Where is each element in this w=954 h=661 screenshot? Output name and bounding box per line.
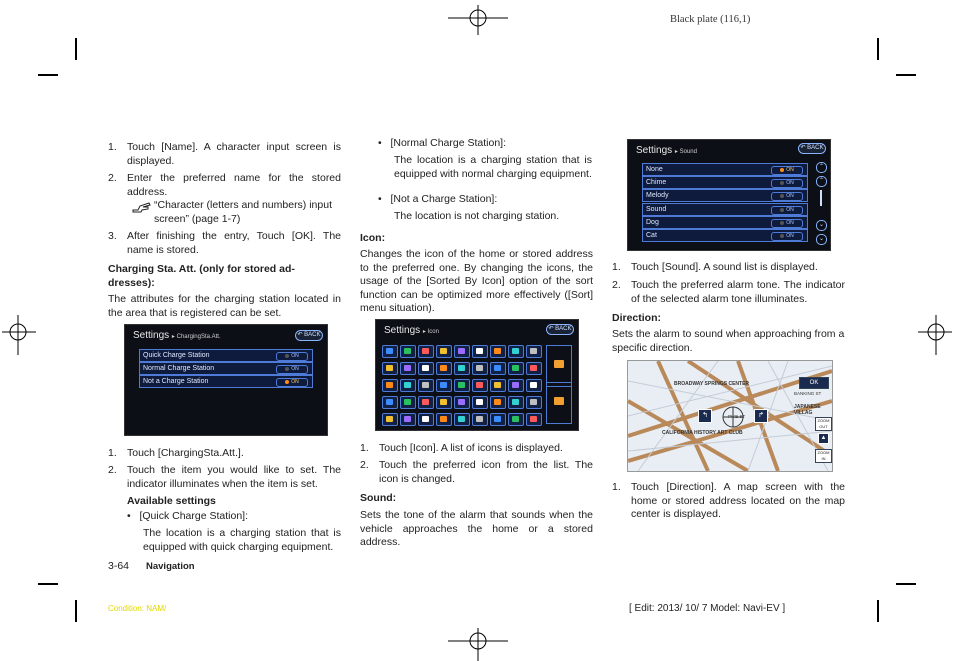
place-icon-button[interactable] (418, 345, 434, 358)
step-number: 1. (612, 481, 621, 493)
step-text: Touch [Name]. A character input screen is displayed. (127, 141, 341, 167)
folder-icon (554, 397, 564, 405)
place-icon-button[interactable] (526, 379, 542, 392)
place-icon (476, 365, 483, 371)
place-icon (386, 416, 393, 422)
crop-mark (38, 583, 58, 585)
place-icon-button[interactable] (418, 413, 434, 426)
place-icon (494, 348, 501, 354)
step-number: 2. (108, 464, 117, 476)
place-icon (494, 365, 501, 371)
step-number: 1. (612, 261, 621, 273)
place-icon (494, 416, 501, 422)
map-label: BANKING ST (794, 391, 822, 396)
place-icon-button[interactable] (526, 413, 542, 426)
back-button[interactable]: ↶ BACK (295, 330, 323, 341)
step-text: Touch [Sound]. A sound list is displayed. (631, 261, 818, 273)
place-icon (512, 416, 519, 422)
place-icon-button[interactable] (436, 345, 452, 358)
setting-row[interactable]: Normal Charge Station ON (139, 362, 313, 375)
place-icon-button[interactable] (472, 362, 488, 375)
place-icon (440, 382, 447, 388)
place-icon-button[interactable] (526, 345, 542, 358)
place-icon-button[interactable] (400, 345, 416, 358)
step-text: Enter the preferred name for the stored address. (127, 172, 341, 198)
place-icon-button[interactable] (490, 345, 506, 358)
place-icon-button[interactable] (418, 379, 434, 392)
place-icon-button[interactable] (418, 362, 434, 375)
crop-mark (877, 600, 879, 622)
place-icon-button[interactable] (508, 362, 524, 375)
setting-row[interactable]: Chime ON (642, 176, 808, 189)
place-icon (386, 382, 393, 388)
map-label: JAPANESE VILLAG (794, 404, 821, 416)
step-number: 1. (108, 141, 117, 153)
place-icon (386, 399, 393, 405)
place-icon-button[interactable] (400, 362, 416, 375)
indicator: ON (771, 206, 803, 215)
registration-mark (2, 315, 36, 355)
setting-row[interactable]: Quick Charge Station ON (139, 349, 313, 362)
rotate-left-icon[interactable]: ↰ (698, 409, 712, 423)
place-icon (512, 399, 519, 405)
place-icon-button[interactable] (490, 379, 506, 392)
section-description: Changes the icon of the home or stored address to the preferred one. By changing the icons, the usage of the [Sorted By Icon] option of the sort function can be optimized more effectively ([Sort] menu situation). (360, 248, 593, 315)
place-icon-button[interactable] (454, 345, 470, 358)
step-text: After finishing the entry, Touch [OK]. The name is stored. (127, 230, 341, 256)
place-icon (512, 348, 519, 354)
scroll-down-icon[interactable]: ⌄ (816, 234, 827, 245)
section-description: Sets the tone of the alarm that sounds when the vehicle approaches the home or a stored address. (360, 509, 593, 549)
registration-mark (448, 5, 508, 35)
place-icon-button[interactable] (382, 413, 398, 426)
sound-settings-screen (627, 139, 831, 251)
back-button[interactable]: ↶ BACK (798, 143, 826, 154)
place-icon (512, 382, 519, 388)
step-text: Touch [Direction]. A map screen with the home or stored address located on the map center is displayed. (631, 481, 845, 521)
ok-button[interactable]: OK (799, 377, 829, 389)
place-icon (458, 416, 465, 422)
step-number: 1. (360, 442, 369, 454)
scrollbar[interactable] (820, 190, 822, 206)
section-name: Navigation (146, 561, 195, 572)
place-icon-button[interactable] (436, 396, 452, 409)
section-heading: Charging Sta. Att. (only for stored ad- dresses): (108, 263, 295, 289)
place-icon-button[interactable] (472, 413, 488, 426)
place-icon (404, 416, 411, 422)
registration-mark (448, 628, 508, 661)
page-number: 3-64 (108, 560, 130, 572)
place-icon (476, 382, 483, 388)
section-intro: The attributes for the charging station located in the area that is registered can be set. (108, 293, 341, 319)
place-icon (422, 382, 429, 388)
scroll-up-icon[interactable]: ⌃ (816, 176, 827, 187)
bullet-item: • [Normal Charge Station]: (378, 137, 506, 149)
cross-reference[interactable]: “Character (letters and numbers) input screen” (page 1-7) (154, 199, 332, 225)
place-icon (404, 382, 411, 388)
place-icon (440, 399, 447, 405)
place-icon (440, 348, 447, 354)
place-icon-button[interactable] (472, 396, 488, 409)
map-label: PIKE ST (728, 414, 746, 419)
folder-icon (554, 360, 564, 368)
indicator: ON (276, 378, 308, 387)
registration-mark (918, 315, 952, 355)
place-icon (530, 365, 537, 371)
place-icon (476, 399, 483, 405)
screen-title: Settings ▸ Sound (636, 145, 697, 156)
screen-title: Settings ▸ ChargingSta.Att. (133, 330, 221, 341)
bullet-description: The location is not charging station. (394, 210, 560, 222)
place-icon (422, 416, 429, 422)
place-icon-button[interactable] (382, 396, 398, 409)
place-icon (530, 382, 537, 388)
section-heading: Sound: (360, 492, 397, 504)
bullet-item: • [Quick Charge Station]: (127, 510, 248, 522)
indicator: ON (771, 219, 803, 228)
indicator: ON (276, 352, 308, 361)
place-icon-button[interactable] (490, 413, 506, 426)
step-text: Touch the preferred icon from the list. The icon is changed. (379, 459, 593, 485)
scroll-down-panel[interactable] (546, 382, 572, 424)
place-icon-button[interactable] (454, 379, 470, 392)
place-icon-button[interactable] (400, 413, 416, 426)
place-icon (494, 382, 501, 388)
step-number: 2. (612, 279, 621, 291)
place-icon-button[interactable] (436, 413, 452, 426)
place-icon (476, 348, 483, 354)
place-icon (404, 399, 411, 405)
setting-row[interactable]: Not a Charge Station ON (139, 375, 313, 388)
place-icon-button[interactable] (490, 362, 506, 375)
place-icon-button[interactable] (454, 362, 470, 375)
reference-hand-icon (132, 200, 152, 214)
scroll-down-icon[interactable]: ⌄ (816, 220, 827, 231)
place-icon-button[interactable] (436, 379, 452, 392)
crop-mark (896, 74, 916, 76)
crop-mark (75, 600, 77, 622)
bullet-description: The location is a charging station that is equipped with normal charging equipment. (394, 154, 592, 180)
place-icon (458, 348, 465, 354)
crop-mark (877, 38, 879, 60)
place-icon (494, 399, 501, 405)
place-icon (458, 399, 465, 405)
place-icon-button[interactable] (382, 379, 398, 392)
scroll-up-panel[interactable] (546, 345, 572, 387)
step-number: 2. (108, 172, 117, 184)
place-icon (530, 399, 537, 405)
setting-row[interactable]: Sound ON (642, 203, 808, 216)
indicator: ON (276, 365, 308, 374)
place-icon (440, 416, 447, 422)
section-heading: Direction: (612, 312, 662, 324)
place-icon (440, 365, 447, 371)
back-button[interactable]: ↶ BACK (546, 324, 574, 335)
place-icon (404, 365, 411, 371)
crop-mark (896, 583, 916, 585)
place-icon (422, 365, 429, 371)
step-number: 3. (108, 230, 117, 242)
icon-settings-screen (375, 319, 579, 431)
place-icon-button[interactable] (418, 396, 434, 409)
place-icon (530, 416, 537, 422)
zoom-in-button[interactable]: ZOOM IN (815, 449, 832, 463)
place-icon-button[interactable] (508, 379, 524, 392)
step-text: Touch the preferred alarm tone. The indicator of the selected alarm tone illuminates. (631, 279, 845, 305)
place-icon (458, 365, 465, 371)
place-icon-button[interactable] (508, 396, 524, 409)
place-icon-button[interactable] (400, 379, 416, 392)
rotate-right-icon[interactable]: ↱ (754, 409, 768, 423)
compass-icon[interactable]: ▲ (818, 433, 829, 444)
place-icon-button[interactable] (454, 413, 470, 426)
crop-mark (75, 38, 77, 60)
place-icon-button[interactable] (454, 396, 470, 409)
section-description: Sets the alarm to sound when approaching from a specific direction. (612, 328, 845, 354)
direction-map-screen[interactable] (627, 360, 833, 472)
step-text: Touch [Icon]. A list of icons is displayed. (379, 442, 563, 454)
place-icon-button[interactable] (382, 345, 398, 358)
step-text: Touch the item you would like to set. The indicator illuminates when the item is set. (127, 464, 341, 490)
place-icon-button[interactable] (472, 379, 488, 392)
setting-row[interactable]: None ON (642, 163, 808, 176)
bullet-item: • [Not a Charge Station]: (378, 193, 498, 205)
place-icon (404, 348, 411, 354)
bullet-description: The location is a charging station that is equipped with quick charging equipment. (143, 527, 341, 553)
place-icon-button[interactable] (400, 396, 416, 409)
place-icon-button[interactable] (382, 362, 398, 375)
place-icon-button[interactable] (472, 345, 488, 358)
place-icon-button[interactable] (508, 413, 524, 426)
indicator: ON (771, 232, 803, 241)
indicator: ON (771, 166, 803, 175)
place-icon (422, 399, 429, 405)
step-text: Touch [ChargingSta.Att.]. (127, 447, 244, 459)
place-icon-button[interactable] (508, 345, 524, 358)
place-icon (476, 416, 483, 422)
place-icon-button[interactable] (526, 396, 542, 409)
plate-label: Black plate (116,1) (670, 14, 751, 25)
setting-row[interactable]: Melody ON (642, 189, 808, 202)
charging-settings-screen (124, 324, 328, 436)
step-number: 2. (360, 459, 369, 471)
screen-title: Settings ▸ Icon (384, 325, 439, 336)
map-label: BROADWAY SPRINGS CENTER (674, 381, 750, 387)
place-icon (512, 365, 519, 371)
place-icon (530, 348, 537, 354)
place-icon (422, 348, 429, 354)
setting-row[interactable]: Cat ON (642, 229, 808, 242)
place-icon-button[interactable] (526, 362, 542, 375)
place-icon (458, 382, 465, 388)
section-heading: Icon: (360, 232, 386, 244)
place-icon (386, 348, 393, 354)
crop-mark (38, 74, 58, 76)
step-number: 1. (108, 447, 117, 459)
indicator: ON (771, 192, 803, 201)
edit-info: [ Edit: 2013/ 10/ 7 Model: Navi-EV ] (629, 603, 786, 614)
scroll-up-icon[interactable]: ⌃ (816, 162, 827, 173)
subheading: Available settings (127, 495, 216, 507)
setting-row[interactable]: Dog ON (642, 216, 808, 229)
zoom-out-button[interactable]: ZOOM OUT (815, 417, 832, 431)
place-icon (386, 365, 393, 371)
place-icon-button[interactable] (490, 396, 506, 409)
condition-label: Condition: NAM/ (108, 604, 167, 613)
place-icon-button[interactable] (436, 362, 452, 375)
indicator: ON (771, 179, 803, 188)
map-label: CALIFORNIA HISTORY ART CLUB (662, 430, 743, 436)
